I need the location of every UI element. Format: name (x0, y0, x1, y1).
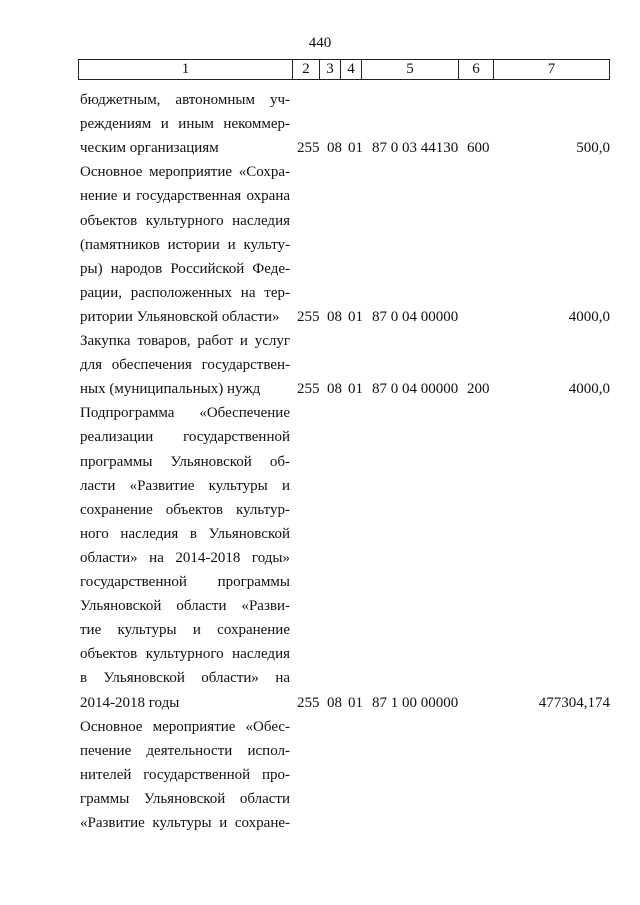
table-header (78, 59, 610, 80)
table-row (0, 209, 640, 233)
row-text: объектов культурного наследия (80, 646, 290, 663)
row-text: программы Ульяновской об- (80, 453, 290, 470)
row-cell-col-7: 4000,0 (568, 381, 610, 398)
row-cell-col-6: 200 (467, 381, 490, 398)
row-cell-col-2: 255 (297, 140, 320, 157)
row-text: ры) народов Российской Феде- (80, 260, 290, 277)
row-cell-col-6: 600 (467, 140, 490, 157)
header-col-5: 5 (362, 60, 459, 80)
row-text: печение деятельности испол- (80, 742, 290, 759)
row-text: граммы Ульяновской области (80, 790, 290, 807)
row-cell-col-7: 500,0 (576, 140, 610, 157)
table-row (0, 281, 640, 305)
row-text: бюджетным, автономным уч- (80, 92, 290, 108)
row-text: ритории Ульяновской области» (80, 308, 280, 325)
row-cell-col-2: 255 (297, 694, 320, 711)
row-text: 2014-2018 годы (80, 694, 180, 711)
header-col-2: 2 (293, 60, 320, 80)
row-cell-col-4: 01 (348, 381, 363, 398)
table-row (0, 401, 640, 425)
row-text: области» на 2014-2018 годы» (80, 549, 290, 566)
header-col-6: 6 (459, 60, 494, 80)
table-row (0, 112, 640, 136)
row-cell-col-5: 87 0 04 00000 (372, 308, 459, 325)
row-text: нение и государственная охрана (80, 188, 290, 205)
row-cell-col-4: 01 (348, 308, 363, 325)
table-row (0, 184, 640, 208)
table-row (0, 450, 640, 474)
table-row (0, 763, 640, 787)
table-row (0, 715, 640, 739)
row-cell-col-4: 01 (348, 694, 363, 711)
row-text: Основное мероприятие «Сохра- (80, 164, 290, 181)
row-text: государственной программы (80, 574, 290, 590)
row-text: Подпрограмма «Обеспечение (80, 405, 290, 422)
row-text: Основное мероприятие «Обес- (80, 718, 290, 735)
table-row (0, 666, 640, 690)
table-row (0, 233, 640, 257)
table-row (0, 787, 640, 811)
row-cell-col-7: 4000,0 (568, 308, 610, 325)
row-text: ческим организациям (80, 140, 219, 157)
row-text: для обеспечения государствен- (80, 357, 290, 374)
table-row (0, 136, 640, 160)
header-col-1: 1 (79, 60, 293, 80)
row-cell-col-3: 08 (327, 694, 342, 711)
row-text: тие культуры и сохранение (80, 622, 290, 639)
table-row (0, 811, 640, 835)
table-row (0, 618, 640, 642)
table-row (0, 546, 640, 570)
table-row (0, 257, 640, 281)
table-row (0, 474, 640, 498)
row-text: в Ульяновской области» на (80, 670, 290, 687)
table-row (0, 498, 640, 522)
table-row (0, 594, 640, 618)
table-row (0, 305, 640, 329)
table-row (0, 88, 640, 112)
row-cell-col-2: 255 (297, 381, 320, 398)
row-text: Ульяновской области «Разви- (80, 598, 290, 615)
header-col-7: 7 (494, 60, 610, 80)
row-text: рации, расположенных на тер- (80, 284, 290, 301)
page-number: 440 (308, 35, 332, 51)
row-text: объектов культурного наследия (80, 212, 290, 229)
row-cell-col-3: 08 (327, 308, 342, 325)
row-cell-col-5: 87 0 04 00000 (372, 381, 459, 398)
header-col-3: 3 (320, 60, 341, 80)
row-text: ласти «Развитие культуры и (80, 477, 290, 494)
table-row (0, 642, 640, 666)
table-row (0, 522, 640, 546)
row-text: ного наследия в Ульяновской (80, 525, 290, 542)
row-text: сохранение объектов культур- (80, 501, 290, 518)
row-cell-col-5: 87 0 03 44130 (372, 140, 459, 157)
row-text: реждениям и иным некоммер- (80, 116, 290, 133)
table-row (0, 353, 640, 377)
table-row (0, 377, 640, 401)
row-cell-col-5: 87 1 00 00000 (372, 694, 459, 711)
row-text: ных (муниципальных) нужд (80, 381, 261, 398)
table-row (0, 329, 640, 353)
row-cell-col-7: 477304,174 (538, 694, 610, 711)
row-text: (памятников истории и культу- (80, 236, 290, 253)
table-row (0, 691, 640, 715)
table-row (0, 739, 640, 763)
row-cell-col-4: 01 (348, 140, 363, 157)
table-row (0, 570, 640, 594)
row-text: реализации государственной (80, 429, 290, 446)
row-cell-col-2: 255 (297, 308, 320, 325)
row-cell-col-3: 08 (327, 381, 342, 398)
table-row (0, 425, 640, 449)
row-cell-col-3: 08 (327, 140, 342, 157)
table-row (0, 160, 640, 184)
header-col-4: 4 (341, 60, 362, 80)
row-text: нителей государственной про- (80, 766, 290, 783)
row-text: Закупка товаров, работ и услуг (80, 333, 290, 349)
row-text: «Развитие культуры и сохране- (80, 815, 290, 831)
